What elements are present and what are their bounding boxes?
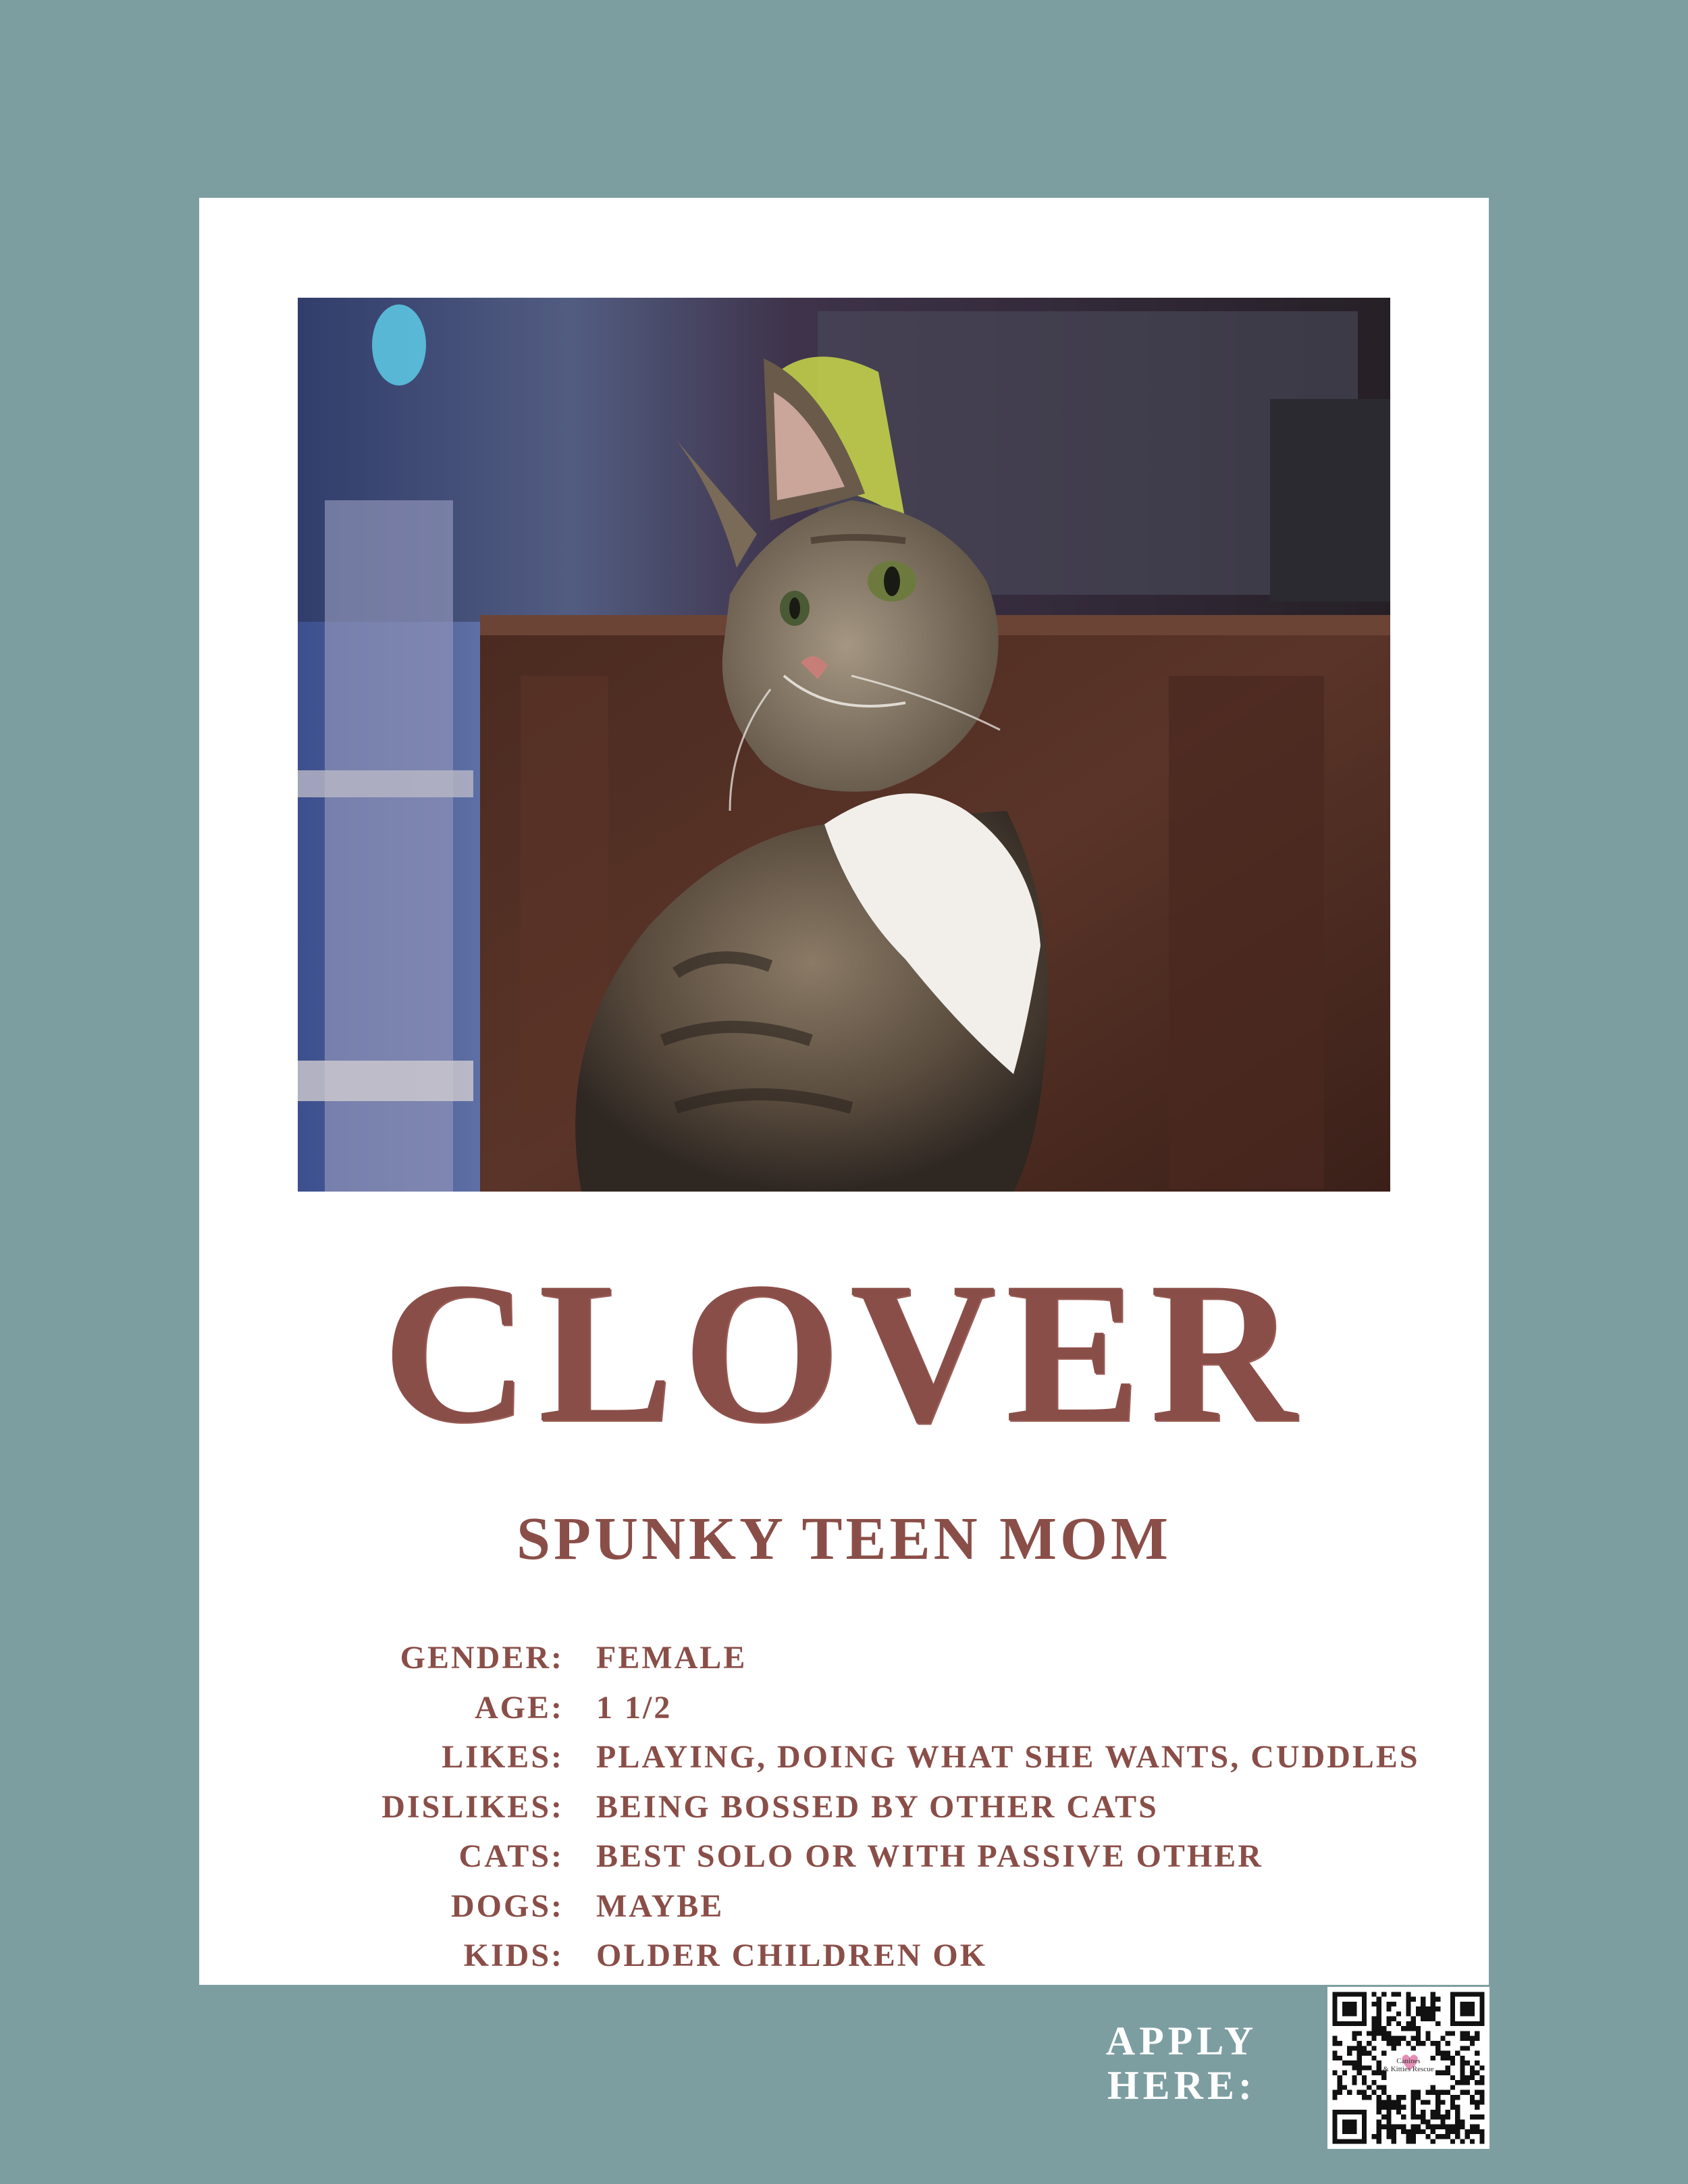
fact-label: LIKES: (442, 1739, 564, 1776)
fact-label: KIDS: (463, 1938, 564, 1974)
fact-value: BEST SOLO OR WITH PASSIVE OTHER (596, 1838, 1263, 1875)
pet-name: CLOVER (382, 1240, 1306, 1464)
fact-row-dogs (381, 1882, 1489, 1932)
pet-facts-list (381, 1633, 1489, 1981)
qr-logo-line-2: & Kitties Rescue (1383, 2065, 1434, 2073)
apply-line-1: APPLY (1105, 2019, 1258, 2063)
apply-line-2: HERE: (1107, 2063, 1257, 2108)
application-qr-code[interactable] (1327, 1987, 1489, 2149)
fact-label: CATS: (458, 1838, 564, 1875)
fact-row-cats (381, 1832, 1489, 1882)
qr-logo-line-1: Canines (1396, 2057, 1421, 2065)
fact-value: OLDER CHILDREN OK (596, 1938, 988, 1974)
fact-row-gender (381, 1633, 1489, 1683)
cat-photo (298, 298, 1390, 1192)
fact-row-kids (381, 1931, 1489, 1981)
fact-value: BEING BOSSED BY OTHER CATS (596, 1788, 1159, 1825)
cat-photo-illustration (298, 298, 1390, 1192)
qr-rescue-logo (1327, 2057, 1489, 2073)
fact-value: MAYBE (596, 1888, 724, 1924)
fact-label: AGE: (475, 1689, 564, 1726)
fact-value: PLAYING, DOING WHAT SHE WANTS, CUDDLES (596, 1739, 1420, 1776)
fact-value: FEMALE (596, 1640, 747, 1676)
fact-label: DISLIKES: (381, 1788, 564, 1825)
apply-here-label (1094, 2019, 1269, 2108)
fact-label: DOGS: (450, 1888, 564, 1924)
adoption-card (199, 198, 1489, 1985)
fact-label: GENDER: (400, 1640, 564, 1676)
pet-tagline: SPUNKY TEEN MOM (516, 1506, 1172, 1572)
fact-row-dislikes (381, 1782, 1489, 1832)
fact-value: 1 1/2 (596, 1689, 672, 1726)
fact-row-likes (381, 1732, 1489, 1782)
fact-row-age (381, 1683, 1489, 1733)
